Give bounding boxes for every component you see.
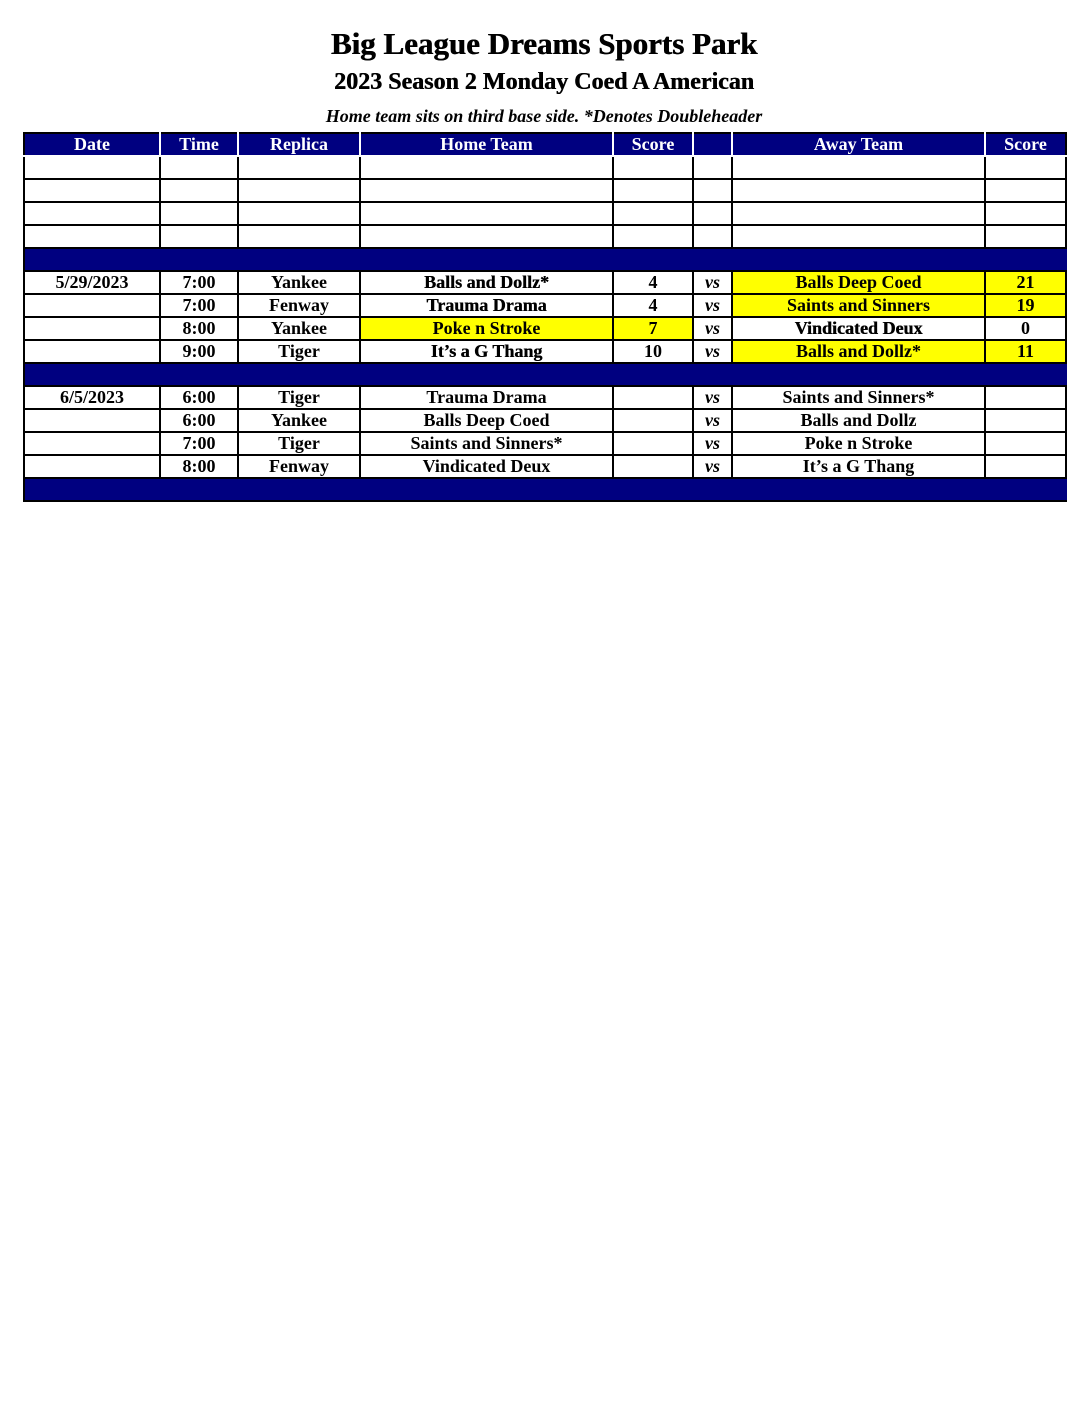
col-time-header: Time — [160, 133, 238, 156]
empty-cell — [24, 202, 160, 225]
game-time: 9:00 — [160, 340, 238, 363]
game-date: 5/29/2023 — [24, 271, 160, 294]
away-team: Balls and Dollz* — [732, 340, 985, 363]
game-replica: Yankee — [238, 271, 360, 294]
game-date — [24, 294, 160, 317]
empty-row — [24, 202, 1066, 225]
game-time: 8:00 — [160, 317, 238, 340]
away-score — [985, 409, 1066, 432]
game-replica: Fenway — [238, 455, 360, 478]
empty-cell — [160, 225, 238, 248]
vs-label: vs — [693, 294, 732, 317]
col-away-score-header: Score — [985, 133, 1066, 156]
empty-cell — [613, 156, 693, 179]
game-time: 7:00 — [160, 432, 238, 455]
game-row — [24, 455, 1066, 478]
empty-cell — [693, 225, 732, 248]
game-row — [24, 386, 1066, 409]
col-home-team-header: Home Team — [360, 133, 613, 156]
empty-cell — [360, 202, 613, 225]
home-team: Balls Deep Coed — [360, 409, 613, 432]
away-score — [985, 432, 1066, 455]
col-vs-header — [693, 133, 732, 156]
empty-cell — [360, 156, 613, 179]
game-time: 7:00 — [160, 271, 238, 294]
empty-cell — [985, 225, 1066, 248]
game-row — [24, 271, 1066, 294]
empty-cell — [238, 156, 360, 179]
game-date: 6/5/2023 — [24, 386, 160, 409]
empty-cell — [985, 156, 1066, 179]
home-team: Trauma Drama — [360, 386, 613, 409]
empty-cell — [238, 225, 360, 248]
vs-label: vs — [693, 409, 732, 432]
away-score: 11 — [985, 340, 1066, 363]
empty-cell — [24, 179, 160, 202]
home-score: 10 — [613, 340, 693, 363]
home-score — [613, 409, 693, 432]
empty-cell — [160, 202, 238, 225]
game-replica: Tiger — [238, 340, 360, 363]
home-score — [613, 432, 693, 455]
empty-cell — [732, 202, 985, 225]
home-score: 4 — [613, 271, 693, 294]
vs-label: vs — [693, 340, 732, 363]
empty-cell — [732, 179, 985, 202]
schedule-table — [23, 132, 1067, 502]
game-row — [24, 409, 1066, 432]
game-date — [24, 432, 160, 455]
game-replica: Yankee — [238, 317, 360, 340]
empty-cell — [693, 179, 732, 202]
week-separator-row — [24, 248, 1066, 271]
vs-label: vs — [693, 432, 732, 455]
empty-cell — [732, 225, 985, 248]
game-date — [24, 340, 160, 363]
col-home-score-header: Score — [613, 133, 693, 156]
page-title: Big League Dreams Sports Park — [330, 26, 758, 61]
empty-cell — [693, 156, 732, 179]
home-team: Balls and Dollz* — [360, 271, 613, 294]
game-replica: Fenway — [238, 294, 360, 317]
game-row — [24, 432, 1066, 455]
week-separator-row — [24, 363, 1066, 386]
empty-cell — [613, 225, 693, 248]
empty-cell — [360, 179, 613, 202]
empty-row — [24, 179, 1066, 202]
home-score — [613, 386, 693, 409]
col-away-team-header: Away Team — [732, 133, 985, 156]
home-team: Trauma Drama — [360, 294, 613, 317]
game-row — [24, 340, 1066, 363]
game-replica: Tiger — [238, 386, 360, 409]
empty-cell — [238, 179, 360, 202]
empty-cell — [160, 156, 238, 179]
empty-cell — [985, 202, 1066, 225]
game-time: 8:00 — [160, 455, 238, 478]
home-team: Poke n Stroke — [360, 317, 613, 340]
away-score: 21 — [985, 271, 1066, 294]
home-team-note: Home team sits on third base side. *Denotes Doubleheader — [325, 106, 763, 126]
week-separator-row — [24, 478, 1066, 501]
empty-cell — [24, 156, 160, 179]
away-team: Vindicated Deux — [732, 317, 985, 340]
away-team: Saints and Sinners* — [732, 386, 985, 409]
home-team: Vindicated Deux — [360, 455, 613, 478]
home-team: It’s a G Thang — [360, 340, 613, 363]
empty-cell — [24, 225, 160, 248]
empty-cell — [613, 202, 693, 225]
away-team: It’s a G Thang — [732, 455, 985, 478]
game-replica: Yankee — [238, 409, 360, 432]
col-date-header: Date — [24, 133, 160, 156]
home-score — [613, 455, 693, 478]
empty-cell — [732, 156, 985, 179]
home-score: 4 — [613, 294, 693, 317]
empty-cell — [985, 179, 1066, 202]
away-team: Balls and Dollz — [732, 409, 985, 432]
empty-row — [24, 156, 1066, 179]
game-row — [24, 317, 1066, 340]
header-row — [24, 133, 1066, 156]
vs-label: vs — [693, 271, 732, 294]
home-score: 7 — [613, 317, 693, 340]
away-score — [985, 455, 1066, 478]
away-team: Saints and Sinners — [732, 294, 985, 317]
game-date — [24, 317, 160, 340]
game-time: 6:00 — [160, 409, 238, 432]
home-team: Saints and Sinners* — [360, 432, 613, 455]
empty-cell — [613, 179, 693, 202]
empty-cell — [360, 225, 613, 248]
away-score: 19 — [985, 294, 1066, 317]
game-date — [24, 409, 160, 432]
empty-cell — [693, 202, 732, 225]
game-row — [24, 294, 1066, 317]
away-team: Balls Deep Coed — [732, 271, 985, 294]
vs-label: vs — [693, 317, 732, 340]
empty-row — [24, 225, 1066, 248]
away-score: 0 — [985, 317, 1066, 340]
game-replica: Tiger — [238, 432, 360, 455]
vs-label: vs — [693, 455, 732, 478]
game-time: 7:00 — [160, 294, 238, 317]
empty-cell — [238, 202, 360, 225]
empty-cell — [160, 179, 238, 202]
game-date — [24, 455, 160, 478]
away-team: Poke n Stroke — [732, 432, 985, 455]
away-score — [985, 386, 1066, 409]
vs-label: vs — [693, 386, 732, 409]
col-replica-header: Replica — [238, 133, 360, 156]
season-subtitle: 2023 Season 2 Monday Coed A American — [333, 69, 755, 95]
game-time: 6:00 — [160, 386, 238, 409]
